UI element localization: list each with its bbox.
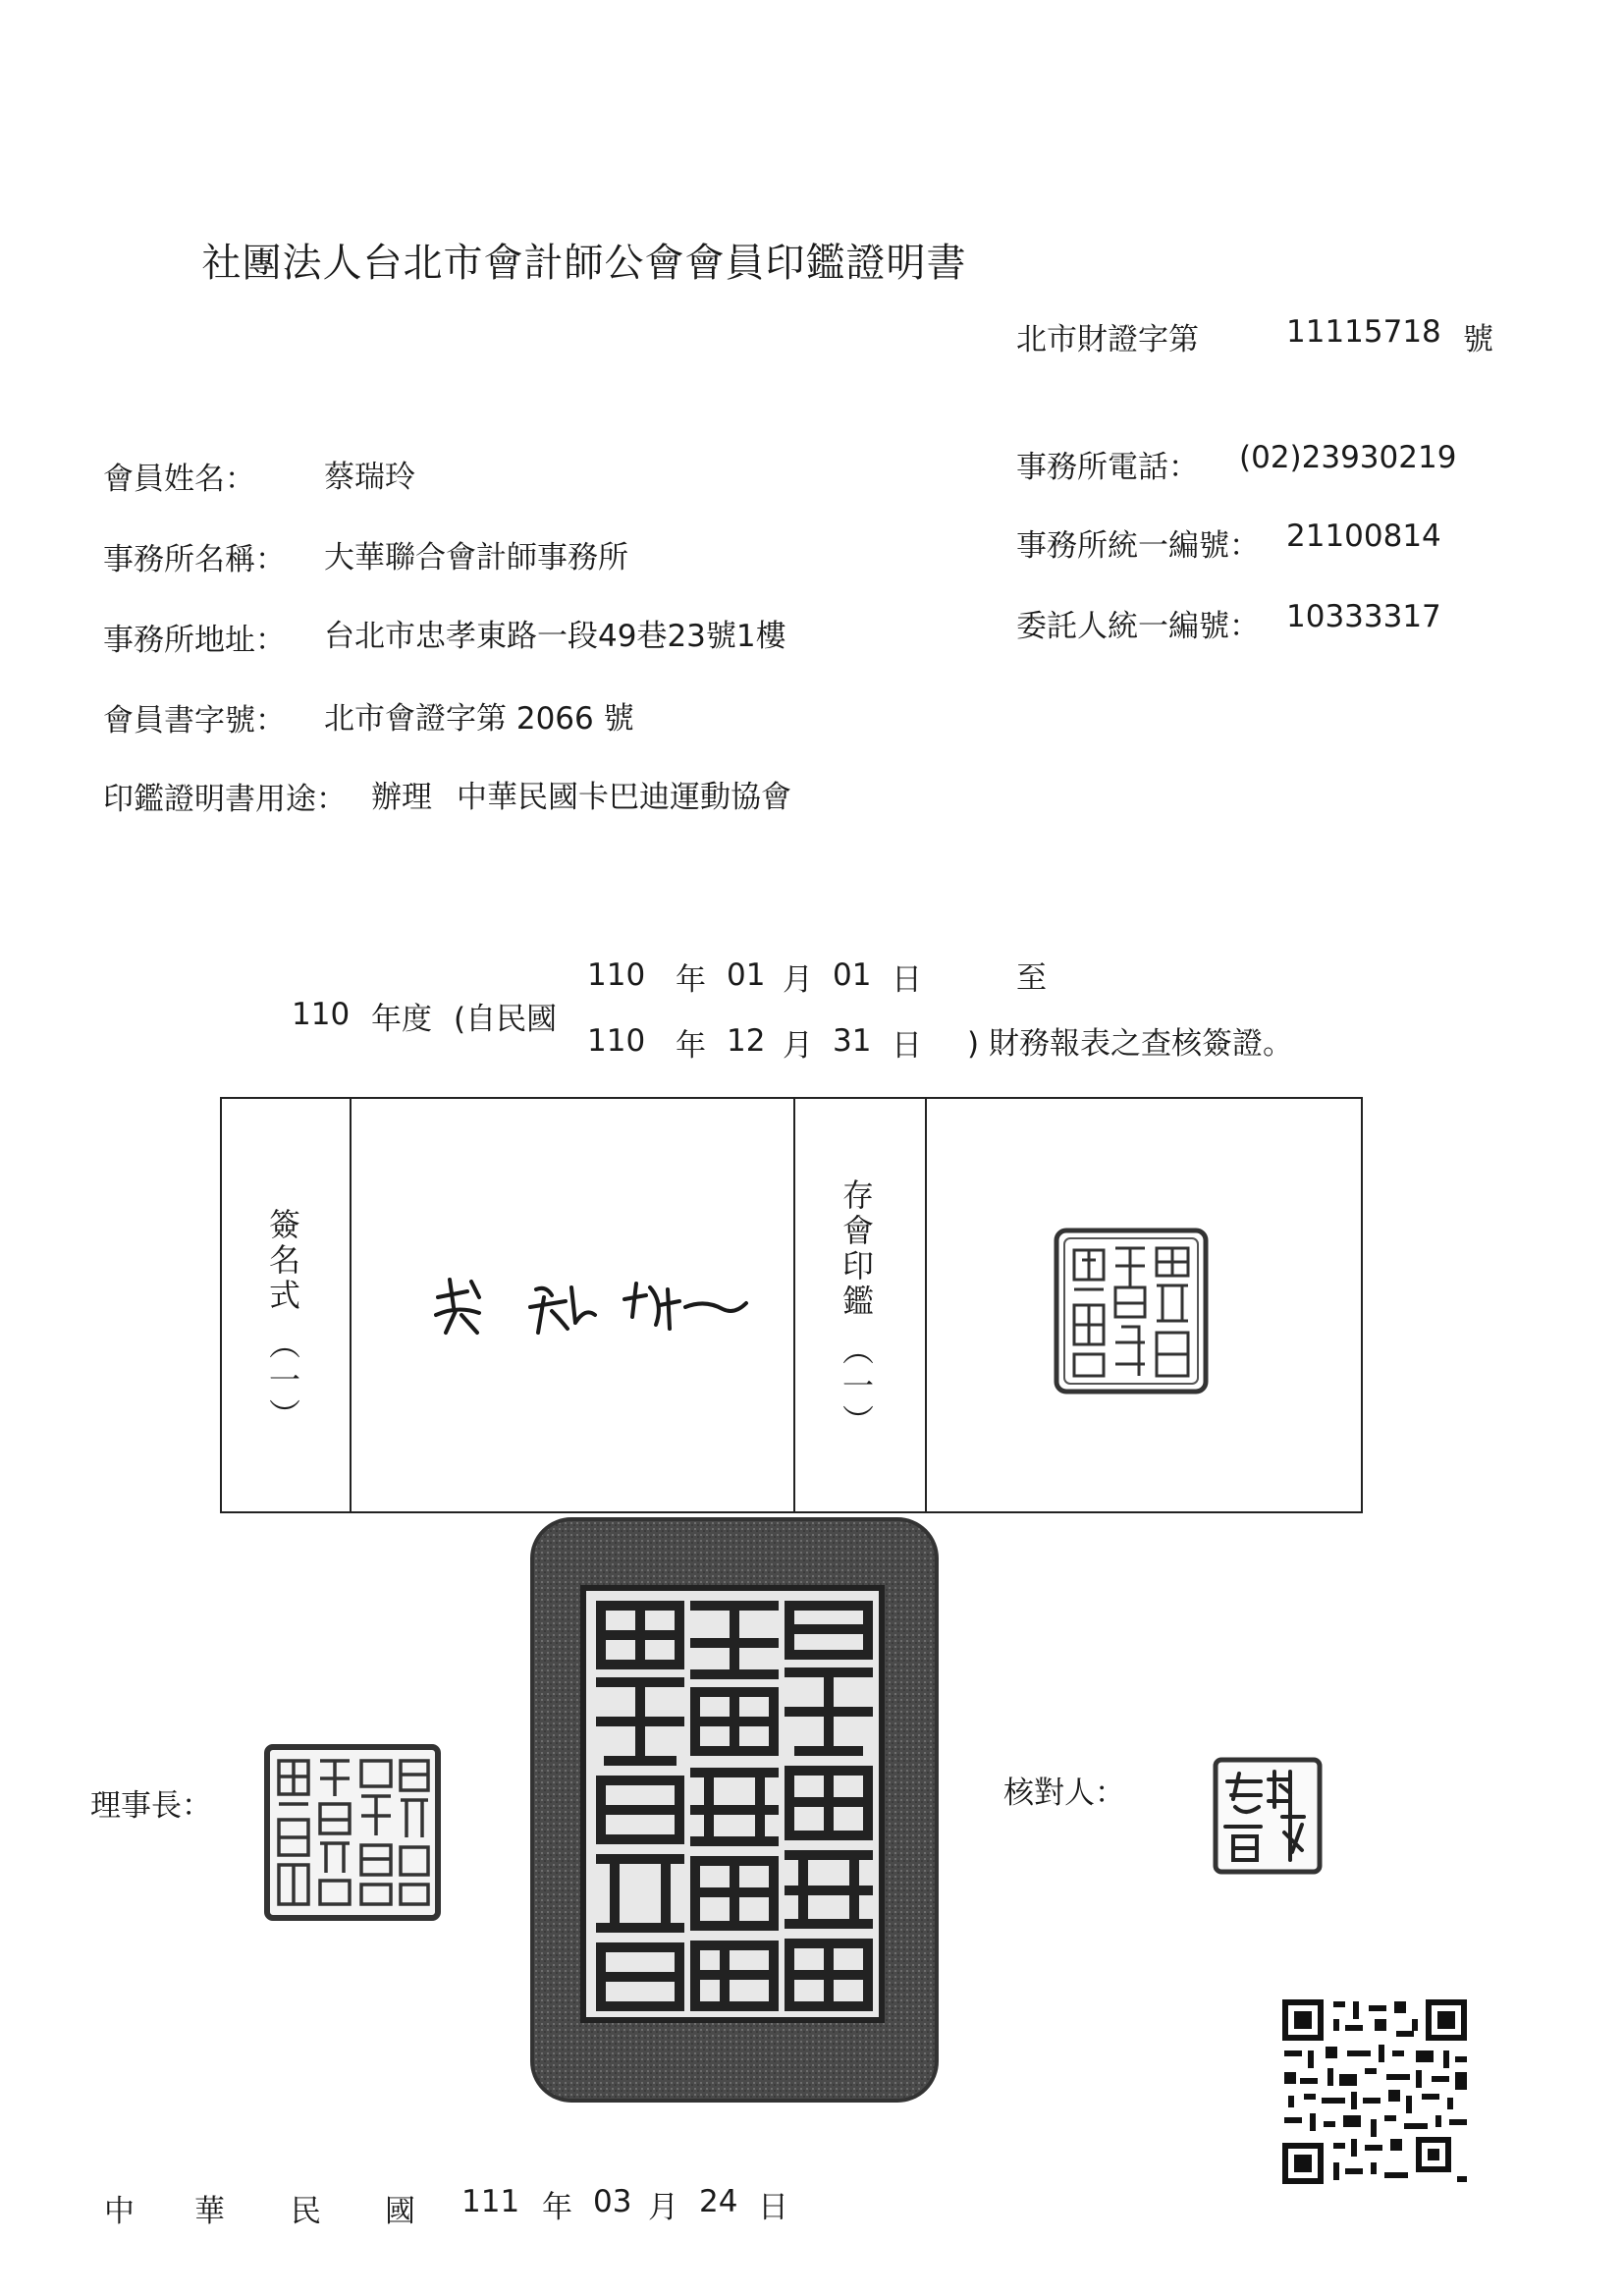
reference-number: 11115718 [1286, 314, 1441, 350]
paren-close: ︶ [268, 1396, 300, 1434]
certificate-number-label: 會員書字號： [103, 703, 286, 738]
to-label: 至 [1016, 960, 1047, 996]
reference-suffix: 號 [1463, 322, 1493, 357]
day-char: 日 [892, 962, 922, 998]
firm-name-label: 事務所名稱： [103, 542, 286, 577]
signature-index: 一 [268, 1361, 300, 1398]
purpose-label: 印鑑證明書用途： [103, 782, 347, 817]
year-char: 年 [542, 2190, 572, 2225]
seal-label [839, 1177, 878, 1439]
signature-label [265, 1207, 304, 1433]
chairman-label: 理事長： [90, 1788, 212, 1824]
end-day: 31 [833, 1023, 872, 1059]
document-title: 社團法人台北市會計師公會會員印鑑證明書 [201, 241, 967, 286]
start-month: 01 [727, 957, 766, 993]
fiscal-year: 110 [292, 997, 351, 1032]
signature-table [220, 1097, 1363, 1513]
issue-month: 03 [593, 2184, 632, 2219]
firm-id-label: 事務所統一編號： [1016, 528, 1260, 564]
firm-id: 21100814 [1286, 519, 1441, 554]
signature-label-char: 名 [268, 1241, 300, 1279]
seal-label-char: 鑑 [841, 1283, 874, 1320]
certificate-number: 北市會證字第 2066 號 [324, 701, 634, 737]
table-divider [925, 1099, 927, 1511]
paren-open: ︵ [841, 1332, 874, 1369]
reference-label: 北市財證字第 [1016, 322, 1199, 357]
signature-label-char: 式 [268, 1277, 300, 1314]
date-char: 民 [291, 2194, 321, 2229]
firm-address: 台北市忠孝東路一段49巷23號1樓 [324, 619, 786, 654]
day-char: 日 [758, 2190, 788, 2225]
firm-address-label: 事務所地址： [103, 623, 286, 658]
month-char: 月 [783, 962, 813, 998]
seal-label-char: 存 [841, 1176, 874, 1214]
association-seal [528, 1515, 941, 2105]
date-char: 華 [194, 2194, 225, 2229]
table-divider [350, 1099, 352, 1511]
client-id-label: 委託人統一編號： [1016, 609, 1260, 644]
table-divider [793, 1099, 795, 1511]
purpose-organization: 中華民國卡巴迪運動協會 [457, 780, 791, 815]
period-open: (自民國 [454, 1002, 558, 1037]
member-name: 蔡瑞玲 [324, 460, 415, 495]
fiscal-year-label: 年度 [371, 1002, 432, 1037]
seal-label-char: 印 [841, 1247, 874, 1285]
paren-close: ︶ [841, 1402, 874, 1440]
day-char: 日 [892, 1028, 922, 1064]
end-year: 110 [587, 1023, 646, 1059]
period-tail: ) 財務報表之查核簽證。 [967, 1026, 1293, 1062]
purpose-action: 辦理 [371, 780, 432, 815]
year-char: 年 [676, 1028, 706, 1064]
member-name-label: 會員姓名： [103, 462, 255, 497]
date-char: 中 [104, 2194, 135, 2229]
seal-label-char: 會 [841, 1212, 874, 1249]
checker-label: 核對人： [1003, 1776, 1125, 1811]
start-day: 01 [833, 957, 872, 993]
seal-index: 一 [841, 1367, 874, 1404]
chairman-seal [263, 1743, 442, 1922]
checker-seal [1212, 1756, 1324, 1876]
qr-code [1278, 1995, 1471, 2188]
month-char: 月 [648, 2190, 678, 2225]
member-seal [1053, 1227, 1210, 1395]
issue-year: 111 [461, 2184, 520, 2219]
date-char: 國 [385, 2194, 415, 2229]
month-char: 月 [783, 1028, 813, 1064]
year-char: 年 [676, 962, 706, 998]
start-year: 110 [587, 957, 646, 993]
issue-day: 24 [699, 2184, 738, 2219]
end-month: 12 [727, 1023, 766, 1059]
signature-label-char: 簽 [268, 1206, 300, 1243]
firm-name: 大華聯合會計師事務所 [324, 540, 628, 575]
client-id: 10333317 [1286, 599, 1441, 634]
handwritten-signature [428, 1268, 752, 1346]
firm-phone: (02)23930219 [1239, 440, 1457, 475]
firm-phone-label: 事務所電話： [1016, 450, 1199, 485]
paren-open: ︵ [268, 1326, 300, 1363]
